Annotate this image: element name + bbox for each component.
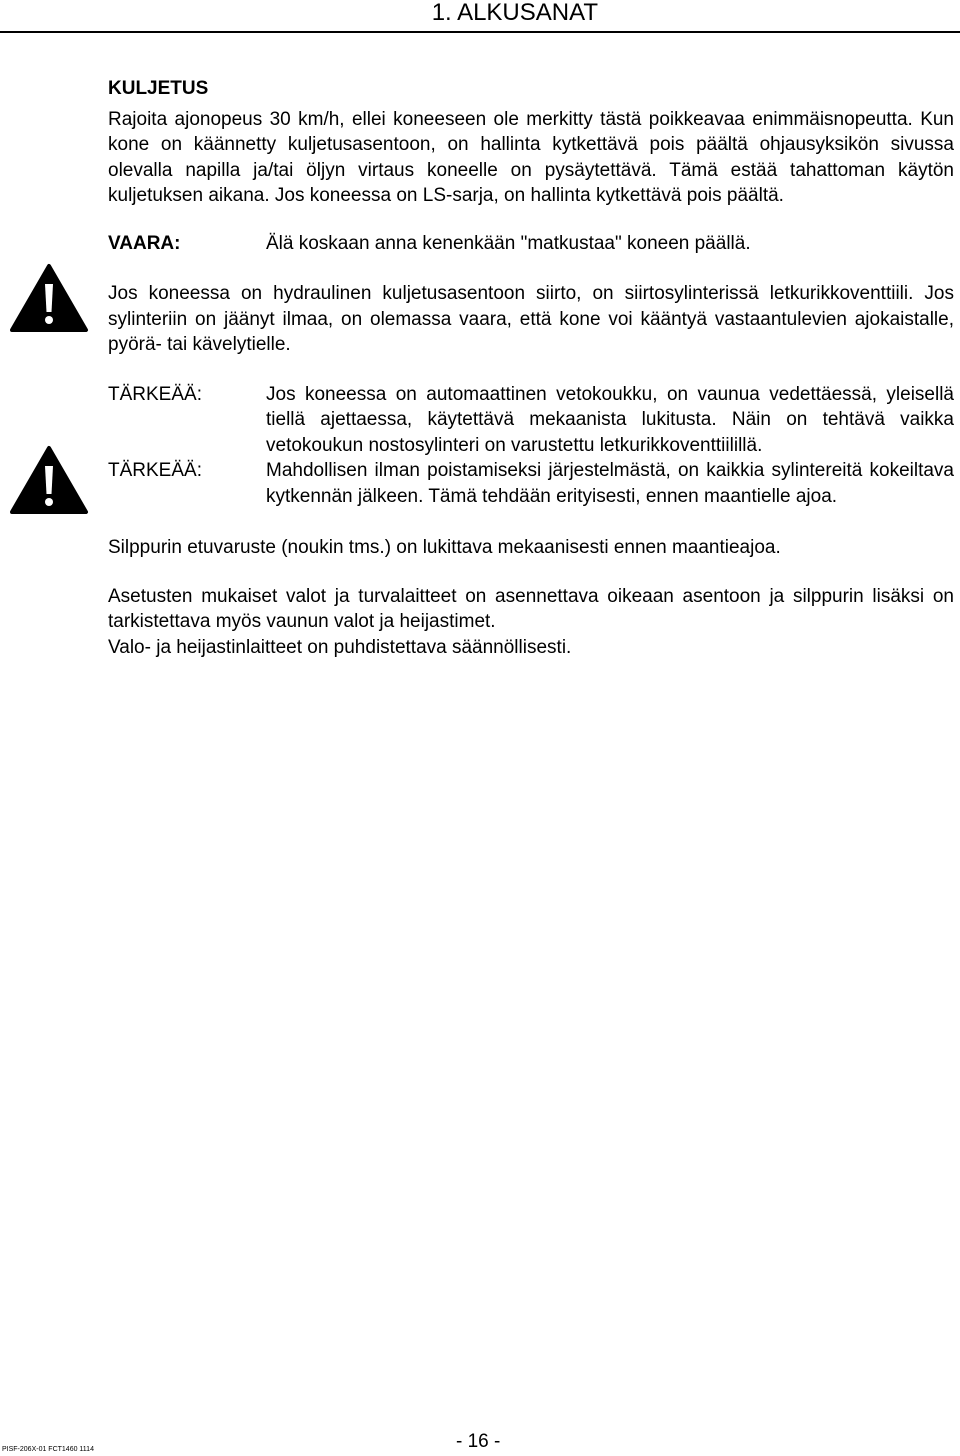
lights-paragraph: Asetusten mukaiset valot ja turvalaitteet on asennettava oikeaan asentoon ja silppurin lisäksi on tarkistettava myös vaunun valot ja heijastimet. — [108, 585, 954, 632]
important-text-2: Mahdollisen ilman poistamiseksi järjestelmästä, on kaikkia sylintereitä kokeiltava kytkennän jälkeen. Tämä tehdään erityisesti, ennen maantielle ajoa. — [266, 460, 954, 507]
danger-notice — [108, 231, 954, 257]
guard-paragraph: Silppurin etuvaruste (noukin tms.) on lukittava mekaanisesti ennen maantieajoa. — [108, 537, 781, 558]
important-notice-2 — [108, 458, 954, 509]
hydraulic-paragraph: Jos koneessa on hydraulinen kuljetusasentoon siirto, on siirtosylinterissä letkurikkoventtiili. Jos sylinteriin on jäänyt ilmaa, on olemassa vaara, että kone voi kääntyä vastaantulevien ajokaistalle, pyörä- tai kävelytielle. — [108, 283, 954, 355]
transport-intro-paragraph: Rajoita ajonopeus 30 km/h, ellei koneeseen ole merkitty tästä poikkeavaa enimmäisnopeutta. Kun kone on käännetty kuljetusasentoon, on hallinta kytkettävä pois päältä ohjausyksikön sivussa olevalla napilla ja/tai öljyn virtaus koneelle on pysäytettävä. Tämä estää tahattoman käytön kuljetuksen aikana. Jos koneessa on LS-sarja, on hallinta kytkettävä pois päältä. — [108, 108, 954, 206]
warning-triangle-icon — [8, 444, 90, 516]
lights-cleaning-paragraph: Valo- ja heijastinlaitteet on puhdistettava säännöllisesti. — [108, 636, 572, 658]
important-notice-1 — [108, 382, 954, 459]
document-body — [108, 76, 954, 660]
page-header-title: 1. ALKUSANAT — [431, 0, 598, 26]
section-heading: KULJETUS — [108, 78, 209, 99]
important-label-2: TÄRKEÄÄ: — [108, 460, 202, 481]
important-text-1: Jos koneessa on automaattinen vetokoukku, on vaunua vedettäessä, yleisellä tiellä ajettaessa, käytettävä mekaanista lukitusta. Näin on tehtävä vaikka vetokoukun nostosylinteri on varustettu letkurikkoventtiilillä. — [266, 383, 954, 456]
page-number: - 16 - — [456, 1431, 501, 1452]
document-code: PISF-206X-01 FCT1460 1114 — [2, 1446, 94, 1453]
warning-triangle-icon — [8, 262, 90, 334]
danger-text: Älä koskaan anna kenenkään "matkustaa" koneen päällä. — [266, 232, 751, 254]
header-divider — [0, 31, 960, 33]
important-label-1: TÄRKEÄÄ: — [108, 383, 202, 405]
danger-label: VAARA: — [108, 232, 181, 254]
